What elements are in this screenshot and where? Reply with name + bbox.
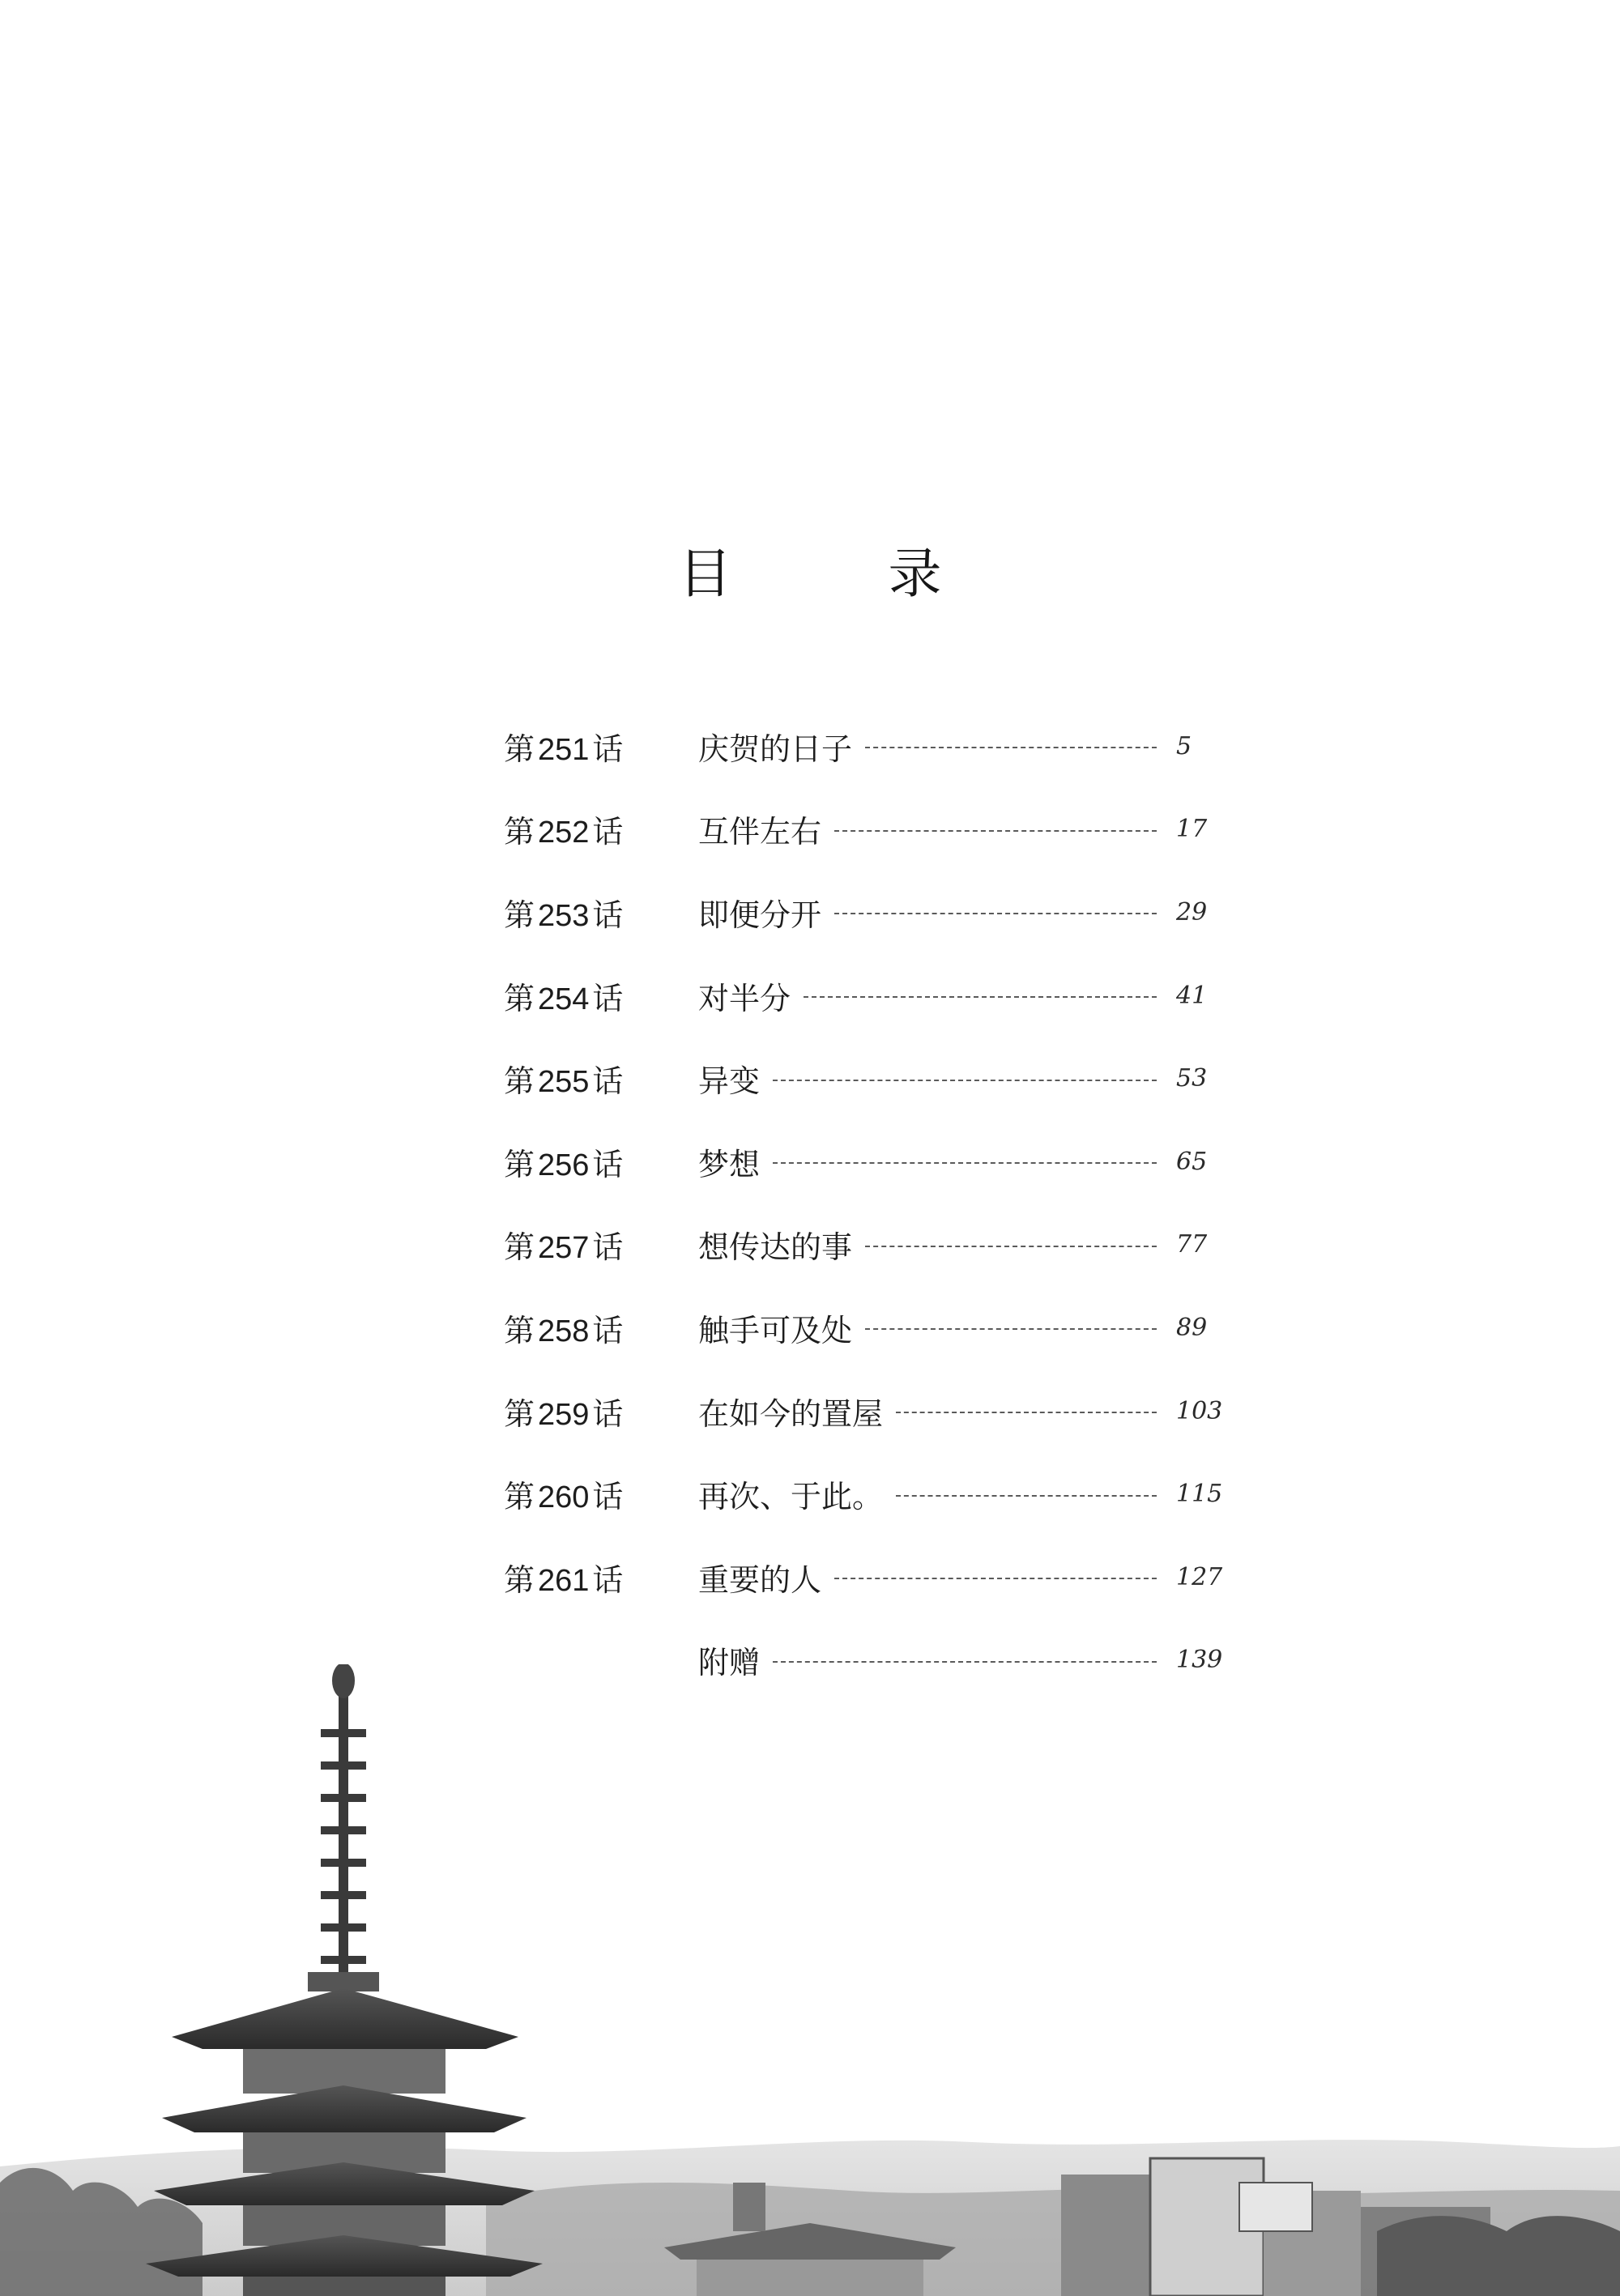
chapter-suffix: 话 <box>592 1063 624 1100</box>
entry-line <box>698 1139 1233 1184</box>
chapter-prefix: 第 <box>504 731 535 767</box>
entry-title: 即便分开 <box>698 897 822 933</box>
dotted-leader <box>896 1492 1157 1497</box>
chapter-number: 252 <box>538 816 590 850</box>
entry-line <box>698 973 1233 1018</box>
chapter-suffix: 话 <box>592 1561 624 1598</box>
entry-line <box>698 1555 1233 1600</box>
chapter-suffix: 话 <box>592 1229 624 1266</box>
entry-title: 对半分 <box>698 980 791 1016</box>
chapter-label <box>504 1555 690 1600</box>
chapter-suffix: 话 <box>592 1146 624 1182</box>
chapter-suffix: 话 <box>592 814 624 850</box>
building-block <box>1239 2183 1312 2231</box>
chapter-prefix: 第 <box>504 980 535 1016</box>
page-number: 115 <box>1176 1480 1223 1509</box>
chapter-prefix: 第 <box>504 1479 535 1515</box>
page-number: 29 <box>1176 897 1208 926</box>
chapter-label <box>504 1056 690 1101</box>
dotted-leader <box>865 1242 1157 1247</box>
page-number: 89 <box>1176 1313 1208 1342</box>
page-number: 127 <box>1176 1562 1223 1591</box>
toc-list <box>504 705 1233 1702</box>
chapter-number: 254 <box>538 982 590 1016</box>
chapter-number: 258 <box>538 1314 590 1348</box>
dotted-leader <box>773 1076 1157 1081</box>
toc-entry <box>504 1120 1233 1203</box>
entry-title: 附赠 <box>698 1645 761 1681</box>
entry-title: 异变 <box>698 1063 761 1100</box>
chapter-prefix: 第 <box>504 1063 535 1100</box>
page-number: 65 <box>1176 1147 1208 1176</box>
dotted-leader <box>834 1574 1157 1579</box>
toc-entry <box>504 705 1233 788</box>
chapter-number: 251 <box>538 732 590 767</box>
chapter-prefix: 第 <box>504 814 535 850</box>
chapter-number: 260 <box>538 1480 590 1515</box>
dotted-leader <box>773 1159 1157 1164</box>
entry-title: 梦想 <box>698 1146 761 1182</box>
chapter-prefix: 第 <box>504 1146 535 1182</box>
chapter-suffix: 话 <box>592 731 624 767</box>
toc-entry <box>504 1452 1233 1536</box>
dotted-leader <box>834 827 1157 832</box>
toc-entry <box>504 1203 1233 1287</box>
dotted-leader <box>896 1408 1157 1413</box>
page-number: 103 <box>1176 1396 1223 1425</box>
chapter-label <box>504 807 690 851</box>
chapter-number: 259 <box>538 1397 590 1432</box>
dotted-leader <box>834 909 1157 914</box>
entry-line <box>698 1472 1233 1516</box>
chapter-suffix: 话 <box>592 1479 624 1515</box>
entry-title: 在如今的置屋 <box>698 1395 884 1432</box>
chapter-number: 253 <box>538 898 590 933</box>
entry-line <box>698 724 1233 769</box>
chapter-label <box>504 890 690 935</box>
chapter-prefix: 第 <box>504 1395 535 1432</box>
toc-entry <box>504 1037 1233 1120</box>
chapter-number: 256 <box>538 1148 590 1182</box>
right-trees <box>1377 2216 1620 2296</box>
page-number: 5 <box>1176 731 1192 760</box>
chapter-label <box>504 1139 690 1184</box>
pagoda <box>146 1664 543 2296</box>
dotted-leader <box>865 1325 1157 1330</box>
entry-title: 触手可及处 <box>698 1312 853 1348</box>
chapter-prefix: 第 <box>504 1229 535 1266</box>
chapter-label <box>504 1306 690 1350</box>
entry-title: 重要的人 <box>698 1561 822 1598</box>
temple-wall <box>697 2260 923 2296</box>
entry-title: 庆贺的日子 <box>698 731 853 767</box>
page-number: 139 <box>1176 1646 1223 1675</box>
dotted-leader <box>773 1658 1157 1663</box>
entry-line <box>698 807 1233 851</box>
chapter-label <box>504 1389 690 1433</box>
entry-line <box>698 890 1233 935</box>
entry-line <box>698 1222 1233 1267</box>
entry-line <box>698 1306 1233 1350</box>
entry-line <box>698 1056 1233 1101</box>
tower-small <box>733 2183 765 2231</box>
chapter-label <box>504 1222 690 1267</box>
chapter-prefix: 第 <box>504 897 535 933</box>
page-number: 53 <box>1176 1064 1208 1093</box>
chapter-prefix: 第 <box>504 1312 535 1348</box>
chapter-label <box>504 973 690 1018</box>
page-number: 41 <box>1176 981 1208 1010</box>
toc-entry <box>504 871 1233 954</box>
page-title: 目 录 <box>678 543 1012 605</box>
chapter-label <box>504 724 690 769</box>
chapter-suffix: 话 <box>592 897 624 933</box>
chapter-number: 261 <box>538 1563 590 1598</box>
toc-entry <box>504 1370 1233 1453</box>
building-block <box>1061 2175 1150 2296</box>
chapter-suffix: 话 <box>592 1312 624 1348</box>
pagoda-skyline-illustration <box>0 1664 1620 2296</box>
chapter-label <box>504 1472 690 1516</box>
entry-title: 互伴左右 <box>698 814 822 850</box>
chapter-prefix: 第 <box>504 1561 535 1598</box>
entry-title: 再次、于此。 <box>698 1479 884 1515</box>
toc-entry <box>504 1286 1233 1370</box>
entry-line <box>698 1389 1233 1433</box>
page-number: 17 <box>1176 815 1208 844</box>
page-number: 77 <box>1176 1230 1208 1259</box>
chapter-number: 255 <box>538 1065 590 1100</box>
entry-title: 想传达的事 <box>698 1229 853 1266</box>
toc-entry <box>504 788 1233 871</box>
dotted-leader <box>804 993 1157 998</box>
chapter-suffix: 话 <box>592 980 624 1016</box>
chapter-number: 257 <box>538 1231 590 1266</box>
dotted-leader <box>865 743 1157 748</box>
toc-entry <box>504 954 1233 1037</box>
chapter-suffix: 话 <box>592 1395 624 1432</box>
toc-entry <box>504 1536 1233 1619</box>
